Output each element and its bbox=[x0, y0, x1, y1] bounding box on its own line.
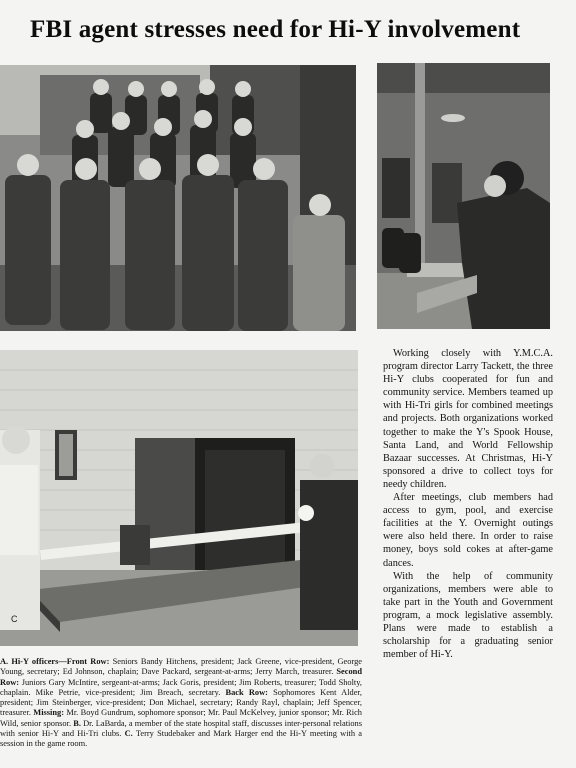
photo-officers-group bbox=[0, 65, 356, 331]
caption-back-label: Back Row: bbox=[220, 687, 268, 697]
caption-a-label: A. Hi-Y officers—Front Row: bbox=[0, 657, 110, 666]
caption-c-text: Terry Studebaker and Mark Harger end the Hi-Y meeting with a session in the game room. bbox=[0, 729, 362, 749]
page-headline: FBI agent stresses need for Hi-Y involvement bbox=[30, 16, 521, 43]
caption-b-label: B. bbox=[71, 718, 81, 728]
article-body bbox=[383, 347, 553, 661]
caption-a-front: Seniors Bandy Hitchens, president; Jack Greene, vice-president, George Young, secretary; Ed Johnson, chaplain; Dave Packard, sergeant-at-arms; Jerry March, treasurer. bbox=[0, 657, 363, 677]
photo-c-label: C bbox=[11, 614, 18, 624]
photo-speaker bbox=[377, 63, 550, 329]
caption-a-missing: Mr. Boyd Gundrum, sophomore sponsor; Mr. Paul McKelvey, junior sponsor; Mr. Rich Wild, senior sponsor. bbox=[0, 708, 362, 728]
caption-a-second: Juniors Gary McIntire, sergeant-at-arms; Jack Goris, president; Jim Roberts, treasurer; Todd Sholty, chaplain. Mike Petrie, vice-president; Jim Breach, secretary. bbox=[0, 677, 362, 697]
photo-caption bbox=[0, 657, 362, 750]
caption-missing-label: Missing: bbox=[30, 708, 65, 718]
caption-second-label: Second Row: bbox=[0, 667, 362, 687]
body-paragraph: With the help of community organizations, members were able to take part in the Youth and Government program, a mock legislative assembly. Plans were made to establish a scholarship for a graduating senior member of Hi-Y. bbox=[383, 570, 553, 661]
caption-b-text: Dr. LaBarda, a member of the state hospital staff, discusses inter-personal relations with senior Hi-Y and Hi-Tri clubs. bbox=[0, 718, 362, 739]
photo-game-room bbox=[0, 350, 358, 646]
caption-c-label: C. bbox=[121, 729, 133, 739]
body-paragraph: After meetings, club members had access to gym, pool, and exercise facilities at the Y. Overnight outings were also held there. In order to raise money, boys sold cokes at after-game dances. bbox=[383, 492, 553, 569]
caption-a-back: Sophomores Kent Alder, president; Jim Steinberger, vice-president; Don Michael, secretary; Randy Rayl, chaplain; Jeff Spencer, treasurer. bbox=[0, 687, 362, 718]
body-paragraph: Working closely with Y.M.C.A. program director Larry Tackett, the three Hi-Y clubs cooperated for fun and community service. Members teamed up with Hi-Tri girls for combined meetings and projects. Both organizations worked together to make the Y's Spook House, Santa Land, and World Fellowship Bazaar successes. At Christmas, Hi-Y sponsored a drive to collect toys for needy children. bbox=[383, 348, 553, 490]
